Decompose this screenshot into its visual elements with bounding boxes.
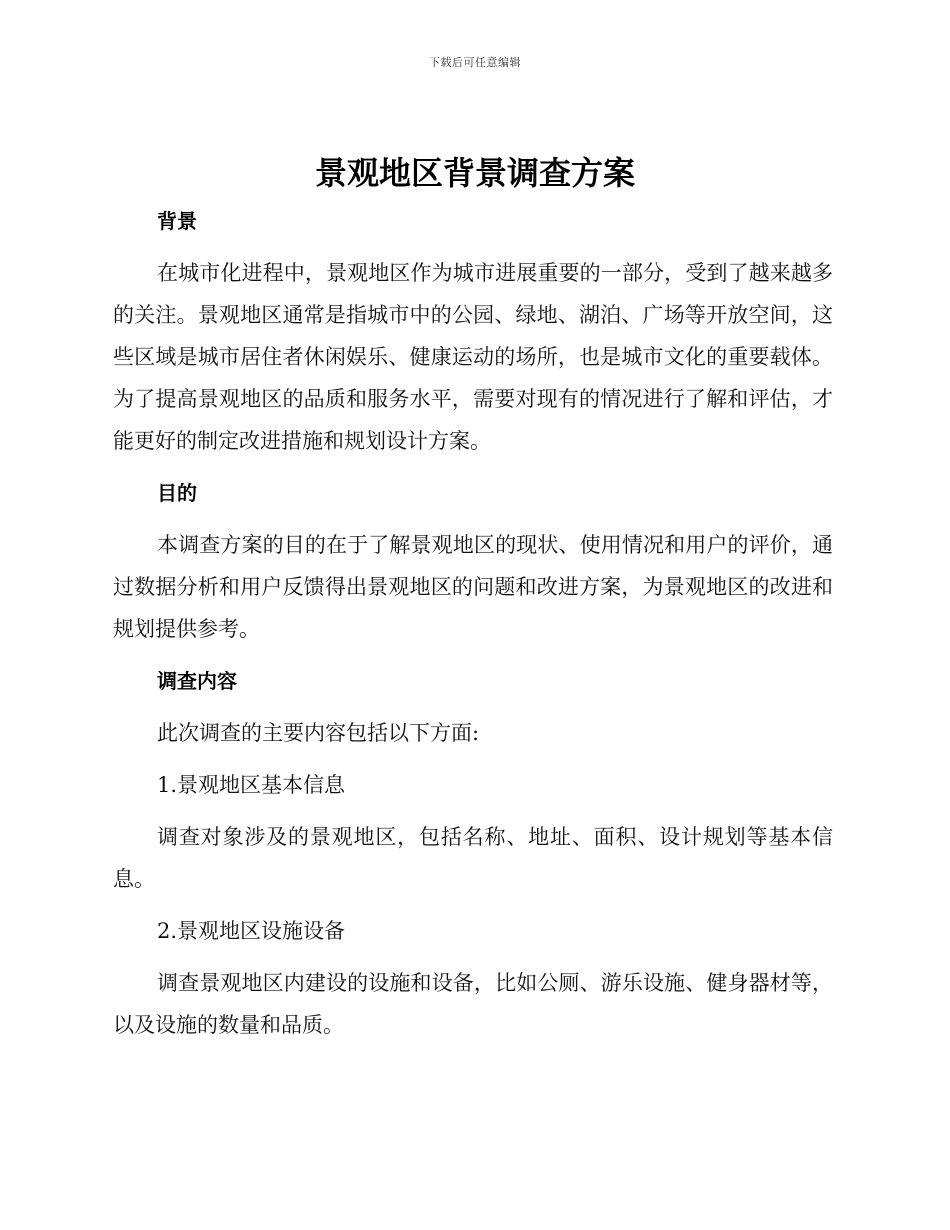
section-heading-purpose: 目的 <box>157 481 197 505</box>
header-note: 下载后可任意编辑 <box>429 56 521 69</box>
section-heading-content: 调查内容 <box>157 669 237 693</box>
background-paragraph: 在城市化进程中，景观地区作为城市进展重要的一部分，受到了越来越多的关注。景观地区通常是指城市中的公园、绿地、湖泊、广场等开放空间，这些区域是城市居住者休闲娱乐、健康运动的场所，也是城市文化的重要载体。为了提高景观地区的品质和服务水平，需要对现有的情况进行了解和评估，才能更好的制定改进措施和规划设计方案。 <box>113 261 833 453</box>
document-body <box>113 200 833 1056</box>
content-item-text: 调查对象涉及的景观地区，包括名称、地址、面积、设计规划等基本信息。 <box>113 825 833 891</box>
content-item-label: 2.景观地区设施设备 <box>157 919 346 943</box>
purpose-paragraph: 本调查方案的目的在于了解景观地区的现状、使用情况和用户的评价，通过数据分析和用户反馈得出景观地区的问题和改进方案，为景观地区的改进和规划提供参考。 <box>113 533 833 641</box>
content-item-label: 1.景观地区基本信息 <box>157 773 346 797</box>
section-heading-background: 背景 <box>157 209 197 233</box>
content-intro: 此次调查的主要内容包括以下方面: <box>157 721 480 745</box>
content-item-text: 调查景观地区内建设的设施和设备，比如公厕、游乐设施、健身器材等，以及设施的数量和品质。 <box>113 971 833 1037</box>
document-title: 景观地区背景调查方案 <box>314 154 635 192</box>
